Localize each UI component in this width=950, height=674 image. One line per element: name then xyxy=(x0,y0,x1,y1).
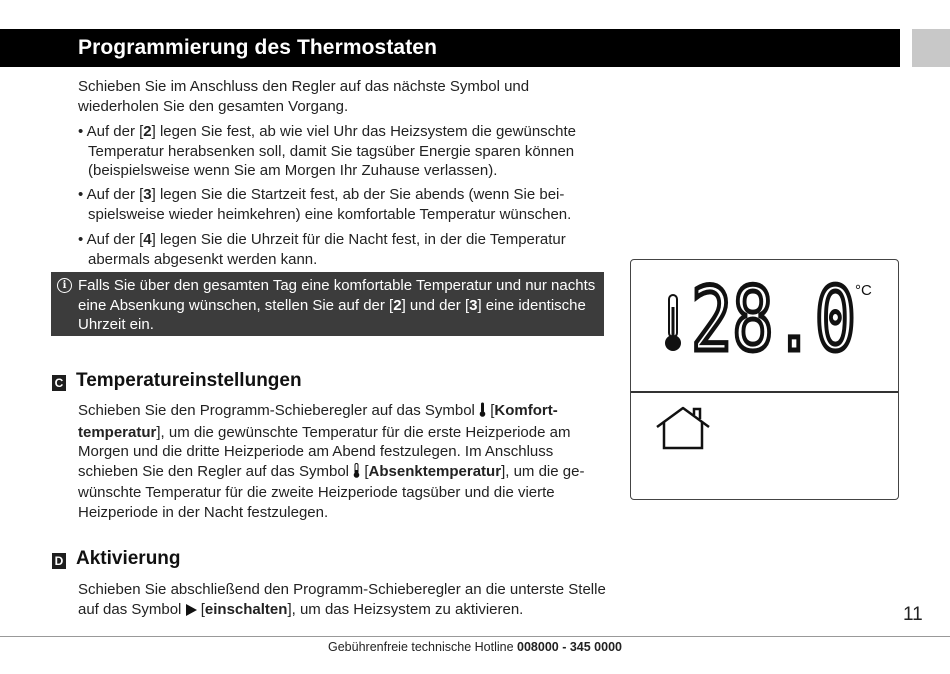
chapter-tab-marker xyxy=(912,29,950,67)
bullet-text: • Auf der [ xyxy=(78,231,144,248)
section-c-paragraph xyxy=(78,401,608,522)
house-icon xyxy=(654,405,712,451)
bullet-text: ] legen Sie die Startzeit fest, ab der Sie abends (wenn Sie bei-spielsweise wieder heimkehren) eine komfortable Temperatur wünschen. xyxy=(88,186,572,223)
bullet-text: • Auf der [ xyxy=(78,186,144,203)
page-title: Programmierung des Thermostaten xyxy=(78,36,438,59)
footer-number: 008000 - 345 0000 xyxy=(517,640,622,654)
section-c-title: Temperatureinstellungen xyxy=(76,370,302,391)
para-text: Schieben Sie den Programm-Schieberegler auf das Symbol xyxy=(78,402,480,419)
info-icon: i xyxy=(57,278,72,293)
bullet-item-3 xyxy=(78,185,618,224)
para-text: [ xyxy=(486,402,495,419)
play-icon xyxy=(186,602,197,622)
section-d-paragraph xyxy=(78,580,608,621)
para-bold: einschalten xyxy=(204,600,288,618)
para-text: ], um die ge-wünschte Temperatur für die zweite Heizperiode tagsüber und die vierte Heizperiode in der Nacht festzulegen. xyxy=(78,462,585,521)
bullet-item-4 xyxy=(78,230,618,269)
bullet-key: 4 xyxy=(143,231,152,248)
para-text: [ xyxy=(360,462,369,480)
bullet-key: 2 xyxy=(143,123,152,140)
header-bar xyxy=(0,29,900,67)
bullet-text: ] legen Sie die Uhrzeit für die Nacht fest, in der die Temperatur abermals abgesenkt werden kann. xyxy=(88,231,566,268)
para-bold: Absenktemperatur xyxy=(368,462,502,480)
section-d-title: Aktivierung xyxy=(76,548,181,569)
temperature-readout xyxy=(691,280,861,355)
info-text-part: Falls Sie über den gesamten Tag eine komfortable Temperatur und nur nachts eine Absenkung wünschen, stellen Sie auf der [ xyxy=(78,277,596,314)
info-text-part: ] eine identische Uhrzeit ein. xyxy=(78,296,586,333)
info-text xyxy=(78,276,598,335)
temperature-value: 28.0 xyxy=(691,280,856,355)
footer-hotline xyxy=(0,640,950,654)
info-key: 3 xyxy=(469,296,478,314)
intro-paragraph: Schieben Sie im Anschluss den Regler auf das nächste Symbol und wiederholen Sie den gesamten Vorgang. xyxy=(78,78,530,115)
bullet-item-2 xyxy=(78,122,618,181)
bullet-key: 3 xyxy=(143,186,152,203)
thermometer-icon xyxy=(662,293,684,353)
section-c-letter: C xyxy=(52,375,66,391)
bullet-text: ] legen Sie fest, ab wie viel Uhr das Heizsystem die gewünschte Temperatur herabsenken soll, damit Sie tagsüber Energie sparen können (beispielsweise wenn Sie am Morgen Ihr Zuhause verlassen). xyxy=(88,123,577,179)
display-divider xyxy=(631,391,898,393)
para-text: Schieben Sie abschließend den Programm-Schieberegler an die unterste Stelle auf das Symbol xyxy=(78,581,606,618)
info-key: 2 xyxy=(393,296,402,314)
para-text: [ xyxy=(196,600,205,618)
info-box xyxy=(51,272,604,336)
thermostat-display xyxy=(630,259,899,500)
para-text: ], um die gewünschte Temperatur für die erste Heizperiode am Morgen und die dritte Heizperiode am Abend festzulegen. Im Anschluss schieben Sie den Regler auf das Symbol xyxy=(78,423,571,480)
section-d-letter: D xyxy=(52,553,66,569)
info-text-part: ] und der [ xyxy=(401,296,470,314)
bullet-text: • Auf der [ xyxy=(78,123,144,140)
thermometer-full-icon xyxy=(479,402,486,423)
para-text: ], um das Heizsystem zu aktivieren. xyxy=(287,600,524,618)
page-number: 11 xyxy=(903,604,923,625)
footer-divider xyxy=(0,636,950,637)
para-bold: Komfort-temperatur xyxy=(78,402,558,441)
unit-label: °C xyxy=(855,282,872,299)
footer-label: Gebührenfreie technische Hotline xyxy=(328,640,518,654)
